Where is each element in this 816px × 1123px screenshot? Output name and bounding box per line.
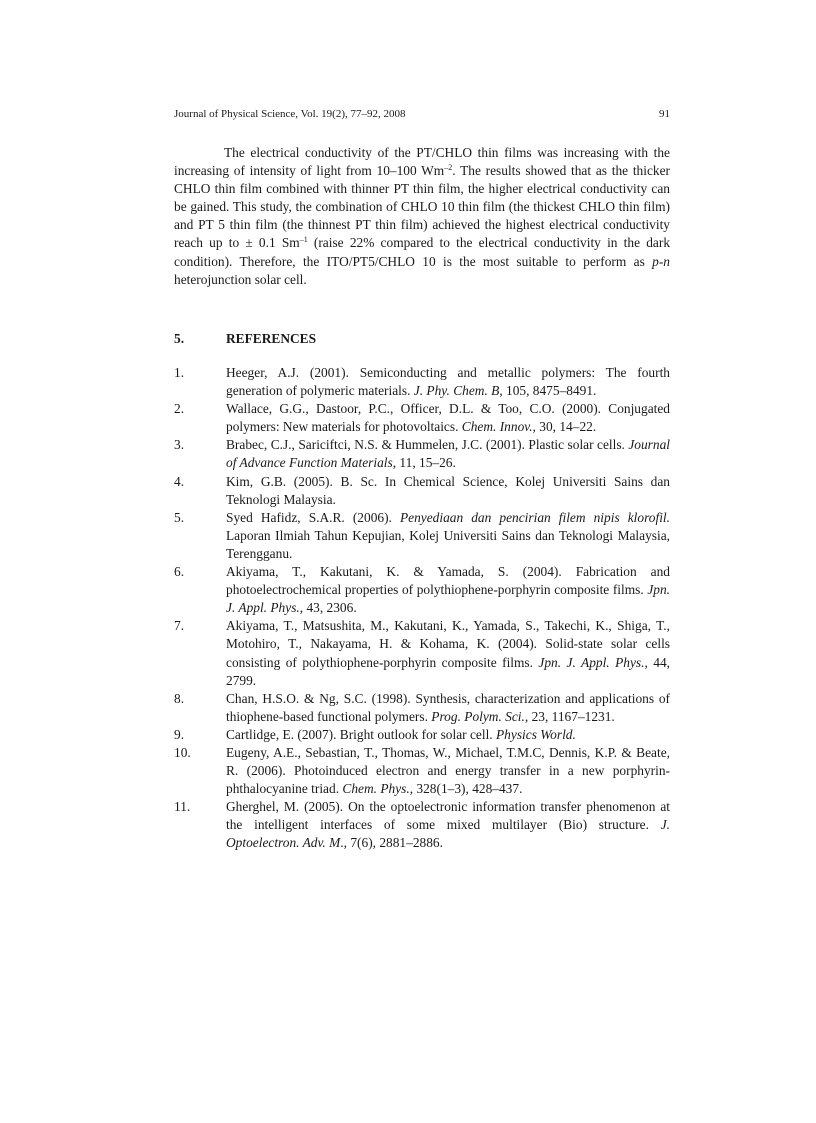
reference-number: 2.: [174, 401, 185, 417]
journal-name: J. Optoelectron. Adv. M: [226, 817, 670, 851]
journal-name: Chem. Phys.: [342, 781, 410, 797]
reference-item: [174, 690, 670, 726]
reference-number: 4.: [174, 473, 185, 489]
thesis-title: Penyediaan dan pencirian filem nipis klorofil.: [399, 509, 670, 525]
reference-text: Akiyama, T., Kakutani, K. & Yamada, S. (2004). Fabrication and photoelectrochemical properties of polythiophene-porphyrin composite films. Jpn. J. Appl. Phys., 43, 2306.: [226, 564, 670, 616]
reference-number: 9.: [174, 726, 185, 742]
reference-number: 1.: [174, 365, 185, 380]
reference-text: Akiyama, T., Matsushita, M., Kakutani, K., Yamada, S., Takechi, K., Shiga, T., Motohiro, T., Nakayama, H. & Kohama, K. (2004). Solid-state solar cells consisting of polythiophene-porphyrin composite films. Jpn. J. Appl. Phys., 44, 2799.: [226, 618, 670, 688]
reference-number: 5.: [174, 509, 185, 525]
reference-text: Gherghel, M. (2005). On the optoelectronic information transfer phenomenon at the intelligent interfaces of some mixed multilayer (Bio) structure. J. Optoelectron. Adv. M., 7(6), 2881–2886.: [226, 799, 670, 851]
section-heading: [174, 331, 670, 347]
reference-item: [174, 726, 670, 744]
reference-text: Cartlidge, E. (2007). Bright outlook for solar cell. Physics World.: [226, 726, 576, 742]
reference-number: 7.: [174, 618, 185, 634]
conclusion-paragraph: [174, 144, 670, 289]
reference-item: [174, 617, 670, 689]
reference-number: 8.: [174, 690, 185, 706]
unit-exponent: –2: [444, 163, 453, 173]
paragraph-text: The electrical conductivity of the PT/CHLO thin films was increasing with the increasing of intensity of light from 10–100 Wm: [174, 145, 670, 179]
reference-item: [174, 744, 670, 798]
reference-text: Wallace, G.G., Dastoor, P.C., Officer, D.L. & Too, C.O. (2000). Conjugated polymers: New materials for photovoltaics. Chem. Innov., 30, 14–22.: [226, 401, 670, 435]
journal-name: J. Phy. Chem. B: [413, 383, 500, 399]
journal-name: Jpn. J. Appl. Phys.,: [538, 654, 648, 670]
journal-citation: Journal of Physical Science, Vol. 19(2), 77–92, 2008: [174, 108, 406, 120]
reference-number: 6.: [174, 564, 185, 580]
reference-item: [174, 473, 670, 509]
reference-number: 3.: [174, 437, 185, 453]
running-header: [174, 108, 670, 120]
reference-text: Eugeny, A.E., Sebastian, T., Thomas, W., Michael, T.M.C, Dennis, K.P. & Beate, R. (2006). Photoinduced electron and energy transfer in a new porphyrin-phthalocyanine triad. Chem. Phys., 328(1–3), 428–437.: [226, 744, 670, 797]
paragraph-text: heterojunction solar cell.: [174, 271, 307, 287]
reference-item: [174, 364, 670, 400]
reference-number: 11.: [174, 799, 191, 815]
unit-exponent: –1: [299, 235, 308, 245]
reference-number: 10.: [174, 744, 191, 760]
journal-name: Prog. Polym. Sci.,: [431, 708, 529, 724]
reference-item: [174, 563, 670, 617]
italic-term: p-n: [652, 253, 670, 269]
reference-item: [174, 509, 670, 563]
reference-text: Syed Hafidz, S.A.R. (2006). Penyediaan dan pencirian filem nipis klorofil. Laporan Ilmiah Tahun Kepujian, Kolej Universiti Sains dan Teknologi Malaysia, Terengganu.: [226, 509, 670, 561]
journal-name: Physics World.: [496, 726, 576, 742]
reference-text: Chan, H.S.O. & Ng, S.C. (1998). Synthesis, characterization and applications of thiophene-based functional polymers. Prog. Polym. Sci., 23, 1167–1231.: [226, 690, 670, 724]
reference-list: [174, 364, 670, 853]
journal-name: Chem. Innov.,: [461, 419, 536, 435]
page-number: 91: [659, 108, 670, 120]
journal-name: Journal of Advance Function Materials,: [226, 437, 670, 471]
paragraph-text: . The results showed that as the thicker CHLO thin film combined with thinner PT thin film, the higher electrical conductivity can be gained. This study, the combination of CHLO 10 thin film (the thickest CHLO thin film) and PT 5 thin film (the thinnest PT thin film) achieved the highest electrical conductivity reach up to ± 0.1 Sm: [174, 163, 670, 251]
journal-name: Jpn. J. Appl. Phys.,: [226, 582, 670, 616]
paragraph-text: (raise 22% compared to the electrical conductivity in the dark condition). Therefore, the ITO/PT5/CHLO 10 is the most suitable to perform as: [174, 235, 671, 269]
reference-text: Kim, G.B. (2005). B. Sc. In Chemical Science, Kolej Universiti Sains dan Teknologi Malaysia.: [226, 473, 670, 507]
section-title: REFERENCES: [226, 331, 317, 346]
reference-item: [174, 400, 670, 436]
section-number: 5.: [174, 331, 185, 346]
reference-text: Brabec, C.J., Sariciftci, N.S. & Hummelen, J.C. (2001). Plastic solar cells. Journal of Advance Function Materials, 11, 15–26.: [226, 437, 670, 471]
reference-text: Heeger, A.J. (2001). Semiconducting and metallic polymers: The fourth generation of polymeric materials. J. Phy. Chem. B, 105, 8475–8491.: [226, 365, 670, 399]
reference-item: [174, 798, 670, 852]
reference-item: [174, 436, 670, 472]
